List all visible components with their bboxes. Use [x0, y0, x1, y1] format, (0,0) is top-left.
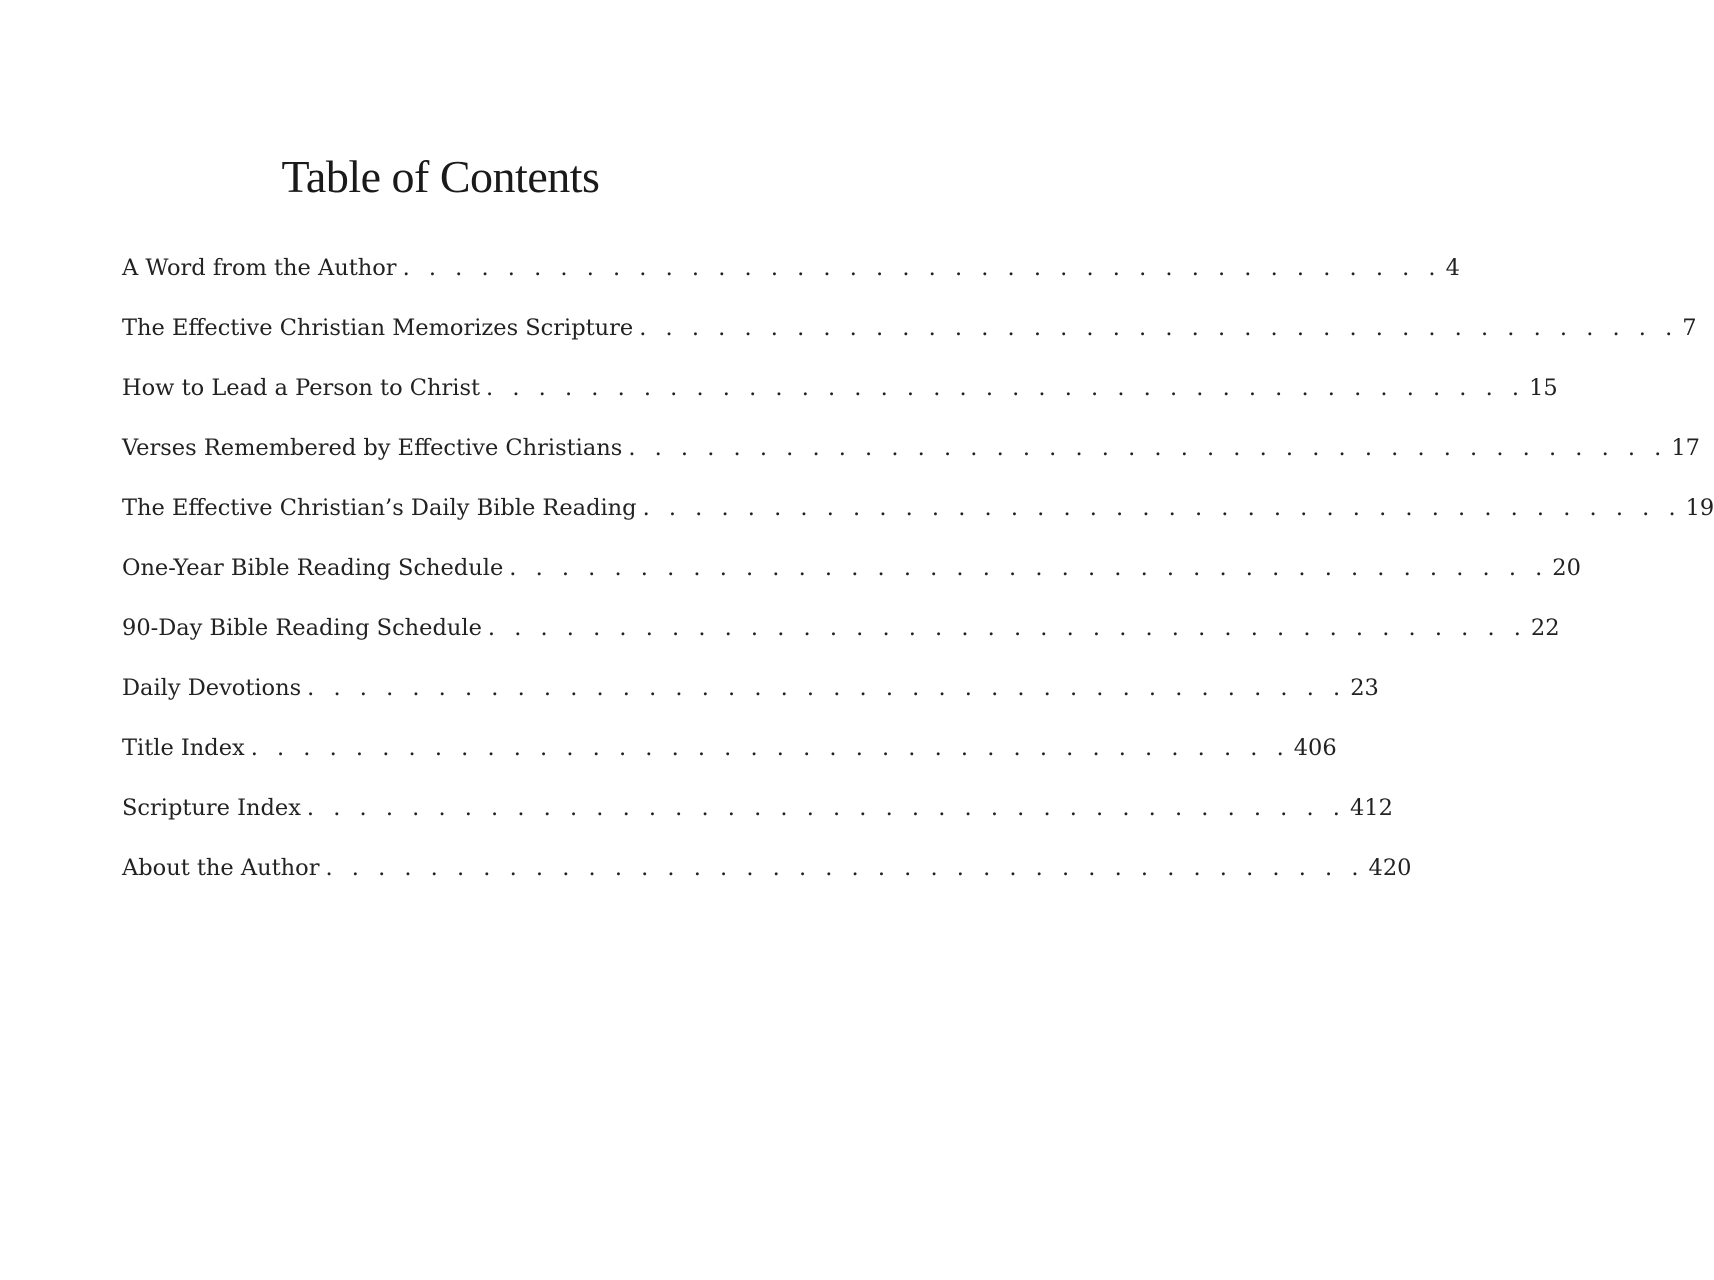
toc-entry-title: About the Author: [122, 855, 320, 881]
toc-entry-page: 17: [1671, 435, 1700, 461]
toc-leader-dots: . . . . . . . . . . . . . . . . . . . . . . . . . . . . . . . . . . . . . . . .: [642, 495, 1682, 521]
table-of-contents: [122, 248, 1714, 908]
toc-entry-title: The Effective Christian’s Daily Bible Reading: [122, 495, 637, 521]
toc-entry-page: 22: [1530, 615, 1560, 641]
toc-entry: [122, 488, 1714, 548]
toc-entry-title: The Effective Christian Memorizes Scripture: [122, 315, 634, 341]
toc-entry-page: 7: [1682, 315, 1697, 341]
toc-entry-page: 4: [1445, 255, 1460, 281]
page-title: Table of Contents: [281, 151, 600, 202]
toc-entry: [122, 608, 1560, 668]
toc-entry-title: How to Lead a Person to Christ: [122, 375, 481, 401]
toc-leader-dots: . . . . . . . . . . . . . . . . . . . . . . . . . . . . . . . . . . . . . . . .: [487, 615, 1527, 641]
toc-leader-dots: . . . . . . . . . . . . . . . . . . . . . . . . . . . . . . . . . . . . . . . .: [250, 735, 1290, 761]
toc-entry-title: Verses Remembered by Effective Christians: [122, 435, 623, 461]
toc-entry-page: 412: [1349, 795, 1393, 821]
toc-leader-dots: . . . . . . . . . . . . . . . . . . . . . . . . . . . . . . . . . . . . . . . .: [486, 375, 1526, 401]
toc-entry-title: Daily Devotions: [122, 675, 302, 701]
toc-leader-dots: . . . . . . . . . . . . . . . . . . . . . . . . . . . . . . . . . . . . . . . .: [306, 795, 1346, 821]
toc-leader-dots: . . . . . . . . . . . . . . . . . . . . . . . . . . . . . . . . . . . . . . . .: [628, 435, 1668, 461]
toc-entry-page: 20: [1552, 555, 1581, 581]
toc-entry: [122, 848, 1412, 908]
toc-entry-title: Scripture Index: [122, 795, 301, 821]
toc-entry-page: 420: [1368, 855, 1412, 881]
toc-entry: [122, 248, 1460, 308]
toc-entry: [122, 548, 1581, 608]
toc-entry: [122, 788, 1393, 848]
toc-entry-page: 406: [1293, 735, 1337, 761]
toc-leader-dots: . . . . . . . . . . . . . . . . . . . . . . . . . . . . . . . . . . . . . . . .: [325, 855, 1365, 881]
toc-entry: [122, 428, 1700, 488]
toc-entry-title: Title Index: [122, 735, 245, 761]
toc-leader-dots: . . . . . . . . . . . . . . . . . . . . . . . . . . . . . . . . . . . . . . . .: [509, 555, 1549, 581]
toc-entry: [122, 368, 1558, 428]
toc-leader-dots: . . . . . . . . . . . . . . . . . . . . . . . . . . . . . . . . . . . . . . . .: [307, 675, 1347, 701]
toc-leader-dots: . . . . . . . . . . . . . . . . . . . . . . . . . . . . . . . . . . . . . . . .: [639, 315, 1679, 341]
toc-entry-title: One-Year Bible Reading Schedule: [122, 555, 504, 581]
toc-entry-page: 15: [1529, 375, 1558, 401]
toc-entry: [122, 668, 1379, 728]
toc-entry: [122, 728, 1337, 788]
toc-entry: [122, 308, 1697, 368]
toc-entry-page: 23: [1350, 675, 1379, 701]
toc-entry-title: 90-Day Bible Reading Schedule: [122, 615, 482, 641]
toc-entry-page: 19: [1685, 495, 1714, 521]
toc-entry-title: A Word from the Author: [122, 255, 397, 281]
toc-leader-dots: . . . . . . . . . . . . . . . . . . . . . . . . . . . . . . . . . . . . . . . .: [402, 255, 1442, 281]
